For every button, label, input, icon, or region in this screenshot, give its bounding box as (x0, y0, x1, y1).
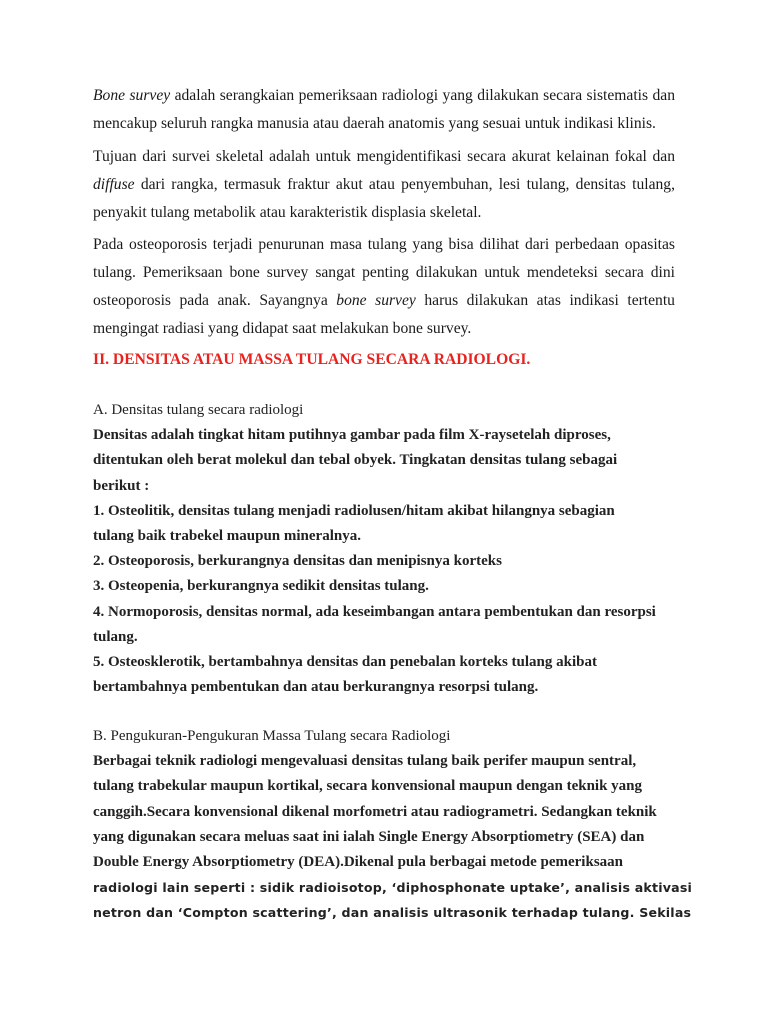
intro-paragraph-2 (93, 143, 675, 227)
section-a-list-item: 5. Osteosklerotik, bertambahnya densitas dan penebalan korteks tulang akibat (93, 654, 597, 671)
section-b-line: tulang trabekular maupun kortikal, secara konvensional maupun dengan teknik yang (93, 778, 643, 795)
section-a-list-item: 3. Osteopenia, berkurangnya sedikit densitas tulang. (93, 578, 429, 595)
section-a-line: tulang. (93, 628, 138, 645)
section-a-list-item: 2. Osteoporosis, berkurangnya densitas dan menipisnya korteks (93, 553, 502, 570)
intro-paragraph-1 (93, 82, 675, 138)
term-diffuse: diffuse (93, 176, 135, 193)
section-b (93, 724, 693, 926)
section-heading: II. DENSITAS ATAU MASSA TULANG SECARA RADIOLOGI. (93, 351, 531, 368)
section-b-line: yang digunakan secara meluas saat ini ialah Single Energy Absorptiometry (SEA) dan (93, 828, 645, 845)
section-b-line: Berbagai teknik radiologi mengevaluasi densitas tulang baik perifer maupun sentral, (93, 753, 637, 770)
section-b-heading: B. Pengukuran-Pengukuran Massa Tulang secara Radiologi (93, 728, 451, 744)
intro-paragraph-2-before: Tujuan dari survei skeletal adalah untuk mengidentifikasi secara akurat kelainan fokal dan (93, 148, 675, 165)
section-a (93, 398, 683, 700)
section-a-list-item: 1. Osteolitik, densitas tulang menjadi radiolusen/hitam akibat hilangnya sebagian (93, 502, 615, 519)
section-b-line: radiologi lain seperti : sidik radioisotop, ‘diphosphonate uptake’, analisis aktivasi (93, 880, 693, 896)
intro-paragraph-1-text: adalah serangkaian pemeriksaan radiologi yang dilakukan secara sistematis dan mencakup seluruh rangka manusia atau daerah anatomis yang sesuai untuk indikasi klinis. (93, 87, 675, 132)
term-bone-survey-2: bone survey (336, 292, 416, 309)
intro-paragraph-3-before: Pada osteoporosis terjadi penurunan masa tulang yang bisa dilihat dari perbedaan opasitas tulang. Pemeriksaan bone survey sangat penting dilakukan untuk mendeteksi secara dini osteoporosis pada anak. Sayangnya (93, 236, 675, 309)
section-a-line: bertambahnya pembentukan dan atau berkurangnya resorpsi tulang. (93, 679, 539, 696)
section-a-line: berikut : (93, 477, 150, 494)
section-b-line: canggih.Secara konvensional dikenal morfometri atau radiogrametri. Sedangkan teknik (93, 803, 657, 820)
section-b-line: Double Energy Absorptiometry (DEA).Dikenal pula berbagai metode pemeriksaan (93, 854, 623, 871)
term-bone-survey: Bone survey (93, 87, 171, 104)
section-a-heading: A. Densitas tulang secara radiologi (93, 402, 304, 418)
section-a-line: ditentukan oleh berat molekul dan tebal obyek. Tingkatan densitas tulang sebagai (93, 452, 618, 469)
section-a-line: Densitas adalah tingkat hitam putihnya gambar pada film X-raysetelah diproses, (93, 427, 611, 444)
intro-paragraph-3-after: harus dilakukan atas indikasi tertentu mengingat radiasi yang didapat saat melakukan bone survey. (93, 292, 675, 337)
section-a-line: tulang baik trabekel maupun mineralnya. (93, 528, 361, 545)
section-b-line: netron dan ‘Compton scattering’, dan analisis ultrasonik terhadap tulang. Sekilas (93, 905, 692, 921)
section-a-list-item: 4. Normoporosis, densitas normal, ada keseimbangan antara pembentukan dan resorpsi (93, 603, 656, 620)
intro-paragraph-3 (93, 231, 675, 343)
intro-paragraph-2-after: dari rangka, termasuk fraktur akut atau penyembuhan, lesi tulang, densitas tulang, penyakit tulang metabolik atau karakteristik displasia skeletal. (93, 176, 675, 221)
